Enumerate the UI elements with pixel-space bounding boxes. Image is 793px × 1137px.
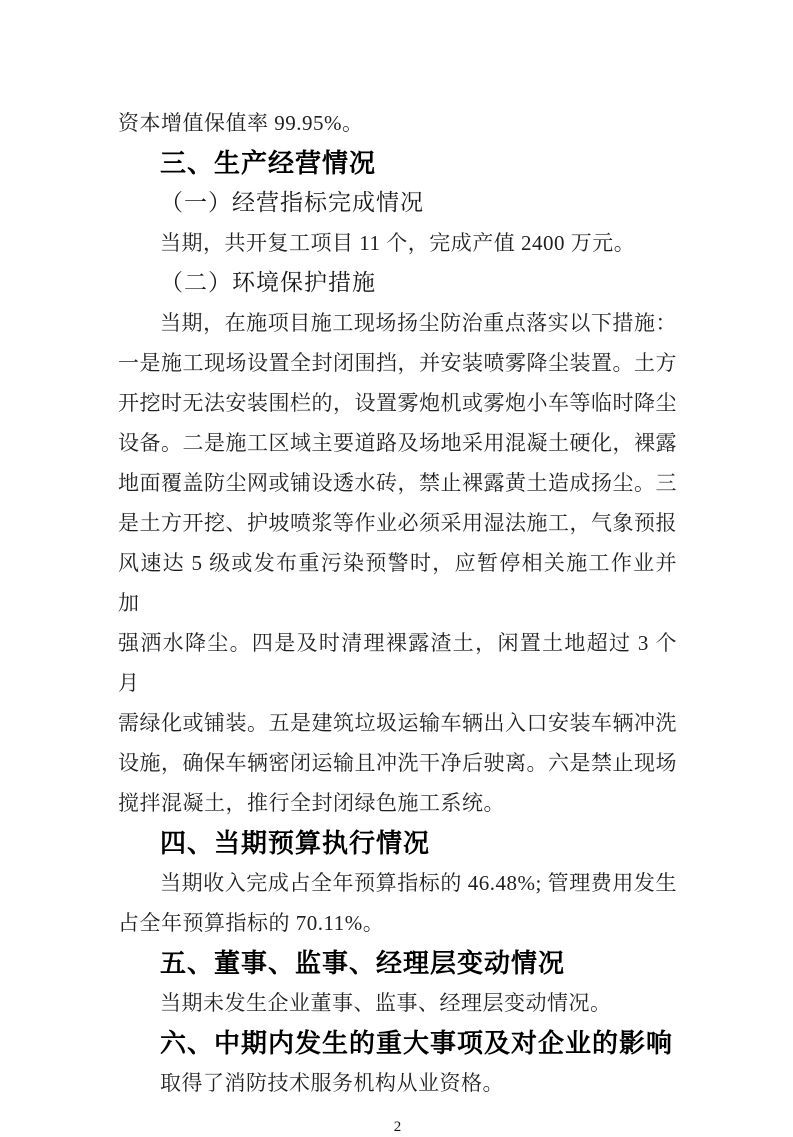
para-env-measures-line: 需绿化或铺装。五是建筑垃圾运输车辆出入口安装车辆冲洗	[118, 711, 677, 735]
para-governance-changes: 当期未发生企业董事、监事、经理层变动情况。	[160, 991, 612, 1015]
para-env-measures-line: 设备。二是施工区域主要道路及场地采用混凝土硬化，裸露	[118, 431, 677, 455]
para-env-measures-line: 搅拌混凝土，推行全封闭绿色施工系统。	[118, 791, 505, 815]
para-capital-preservation: 资本增值保值率 99.95%。	[118, 111, 364, 135]
heading-section-4: 四、当期预算执行情况	[160, 828, 431, 858]
heading-section-6: 六、中期内发生的重大事项及对企业的影响	[160, 1028, 674, 1058]
para-env-measures-line: 开挖时无法安装围栏的，设置雾炮机或雾炮小车等临时降尘	[118, 391, 677, 415]
para-env-measures-line: 风速达 5 级或发布重污染预警时，应暂停相关施工作业并加	[118, 551, 677, 615]
para-env-measures-line: 地面覆盖防尘网或铺设透水砖，禁止裸露黄土造成扬尘。三	[118, 471, 677, 495]
para-env-measures-line: 强洒水降尘。四是及时清理裸露渣土，闲置土地超过 3 个月	[118, 631, 677, 695]
subheading-3-1: （一）经营指标完成情况	[160, 190, 424, 215]
subheading-3-2: （二）环境保护措施	[160, 270, 376, 295]
para-env-measures-line: 设施，确保车辆密闭运输且冲洗干净后驶离。六是禁止现场	[118, 751, 677, 775]
para-budget-line: 当期收入完成占全年预算指标的 46.48%; 管理费用发生	[160, 871, 677, 895]
para-env-measures-line: 一是施工现场设置全封闭围挡，并安装喷雾降尘装置。土方	[118, 351, 677, 375]
para-major-events: 取得了消防技术服务机构从业资格。	[160, 1071, 504, 1095]
para-projects-output: 当期，共开复工项目 11 个，完成产值 2400 万元。	[160, 231, 636, 255]
para-budget-line: 占全年预算指标的 70.11%。	[118, 911, 385, 935]
document-body	[118, 103, 677, 1137]
heading-section-3: 三、生产经营情况	[160, 148, 377, 178]
para-env-measures-line: 当期，在施项目施工现场扬尘防治重点落实以下措施：	[160, 311, 677, 335]
page-number: 2	[393, 1119, 402, 1135]
para-env-measures-line: 是土方开挖、护坡喷浆等作业必须采用湿法施工，气象预报	[118, 511, 677, 535]
heading-section-5: 五、董事、监事、经理层变动情况	[160, 948, 566, 978]
